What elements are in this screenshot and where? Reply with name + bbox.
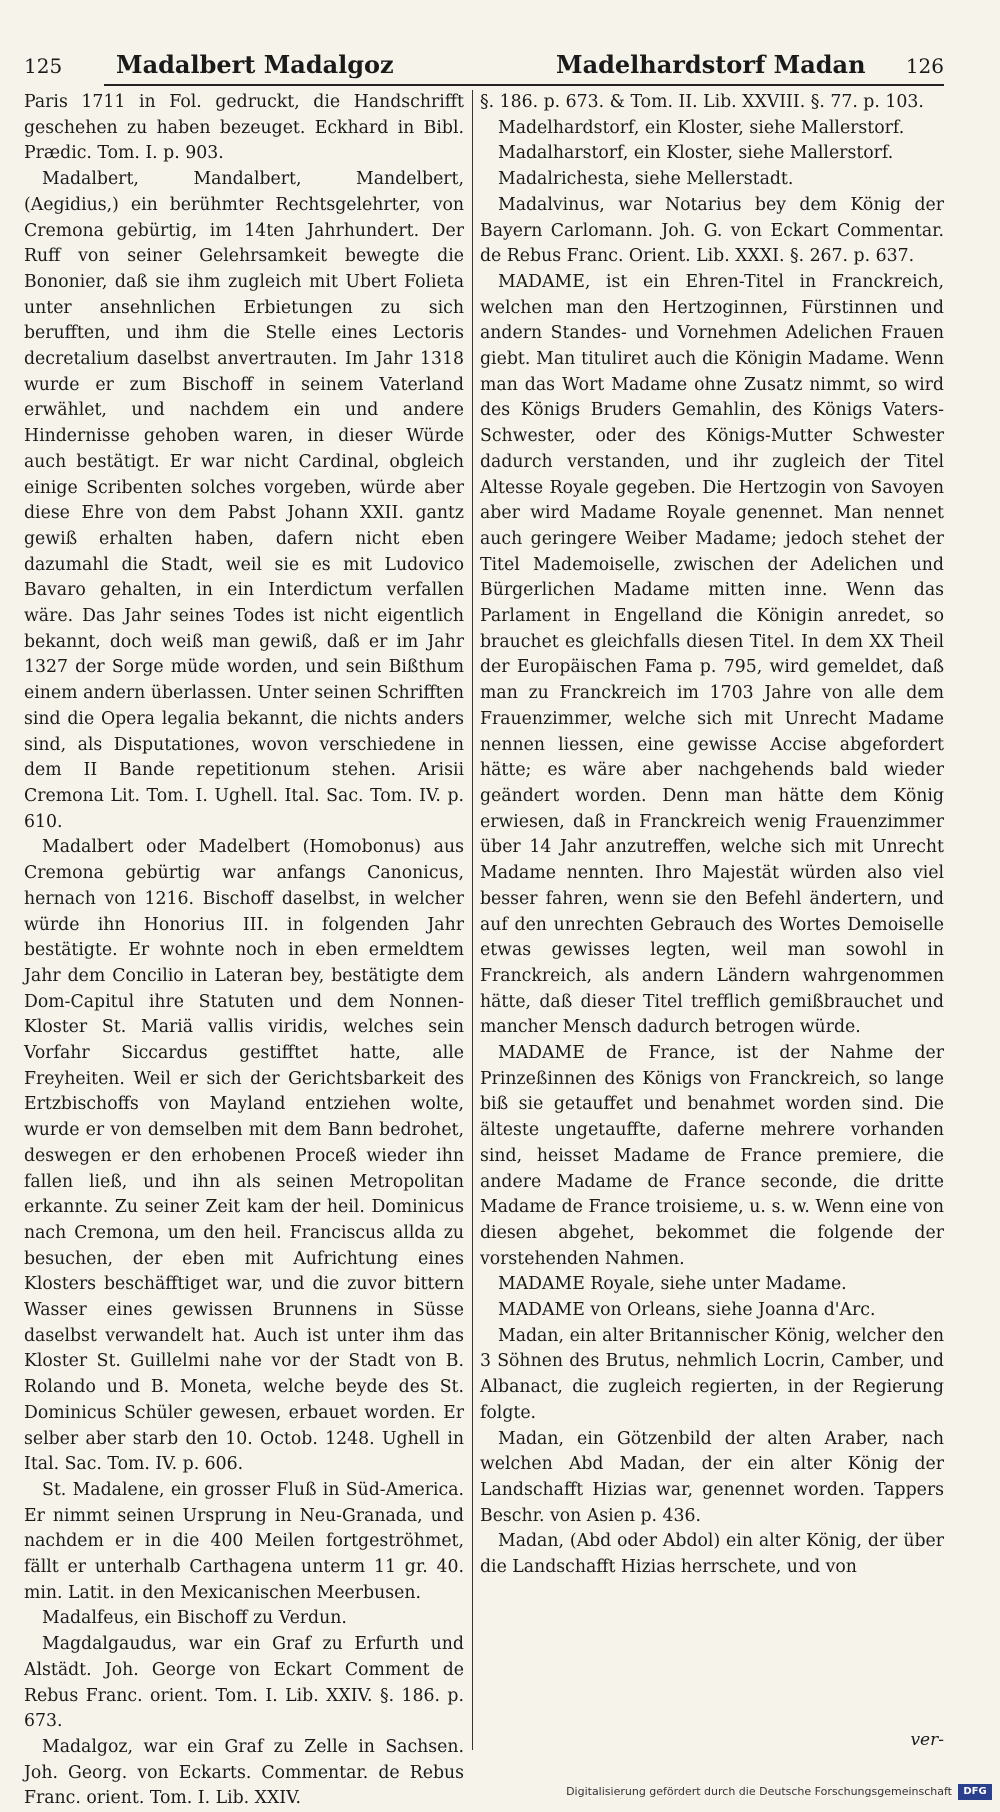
- entry-madame-royale: MADAME Royale, siehe unter Madame.: [498, 1274, 847, 1295]
- entry-madan-koenig: Madan, ein alter Britannischer König, welcher den 3 Söhnen des Brutus, nehmlich Locrin, Camber, und Albanact, die zugleich regierten, in der Regierung folgte.: [480, 1325, 944, 1423]
- page-header: [24, 44, 944, 84]
- entry-madalvinus: Madalvinus, war Notarius bey dem König der Bayern Carlomann. Joh. G. von Eckart Commentar. de Rebus Franc. Orient. Lib. XXXI. §. 267. p. 637.: [480, 194, 944, 267]
- running-head-left: Madalbert Madalgoz: [116, 50, 394, 79]
- entry-madan-goetzenbild: Madan, ein Götzenbild der alten Araber, nach welchen Abd Madan, der ein alter König der Landschafft Hizias war, genennet worden. Tappers Beschr. von Asien p. 436.: [480, 1428, 944, 1526]
- entry-st-madalene: St. Madalene, ein grosser Fluß in Süd-America. Er nimmt seinen Ursprung in Neu-Granada, und nachdem er in die 400 Meilen fortgeströhmet, fällt er unterhalb Carthagena unterm 11 gr. 40. min. Latit. in den Mexicanischen Meerbusen.: [24, 1479, 464, 1603]
- entry-madan-abd: Madan, (Abd oder Abdol) ein alter König, der über die Landschafft Hizias herrschete, und von: [480, 1531, 944, 1578]
- catchword: ver-: [910, 1730, 944, 1750]
- funding-credit: Digitalisierung gefördert durch die Deutsche Forschungsgemeinschaft: [566, 1785, 952, 1798]
- running-head-right: Madelhardstorf Madan: [556, 50, 866, 79]
- paragraph: §. 186. p. 673. & Tom. II. Lib. XXVIII. §. 77. p. 103.: [480, 92, 924, 112]
- entry-madelhardstorf: Madelhardstorf, ein Kloster, siehe Mallerstorf.: [498, 117, 905, 138]
- entry-magdalgaudus: Magdalgaudus, war ein Graf zu Erfurth und Alstädt. Joh. George von Eckart Comment de Rebus Franc. orient. Tom. I. Lib. XXIV. §. 186. p. 673.: [24, 1634, 464, 1732]
- entry-madalharstorf: Madalharstorf, ein Kloster, siehe Mallerstorf.: [498, 143, 894, 164]
- entry-madalgoz: Madalgoz, war ein Graf zu Zelle in Sachsen. Joh. Georg. von Eckarts. Commentar. de Rebus Franc. orient. Tom. I. Lib. XXIV.: [24, 1737, 464, 1809]
- entry-madalfeus: Madalfeus, ein Bischoff zu Verdun.: [42, 1608, 347, 1629]
- entry-madalbert-homobonus: Madalbert oder Madelbert (Homobonus) aus Cremona gebürtig war anfangs Canonicus, hernach von 1216. Bischoff daselbst, in welcher würde ihn Honorius III. in folgenden Jahr bestätigte. Er wohnte noch in eben ermeldtem Jahr dem Concilio in Lateran bey, bestätigte dem Dom-Capitul ihre Statuten und dem Nonnen-Kloster St. Mariä vallis viridis, welches sein Vorfahr Siccardus gestifftet hatte, alle Freyheiten. Weil er sich der Gerichtsbarkeit des Ertzbischoffs von Mayland entziehen wolte, wurde er von demselben mit dem Bann bedrohet, deswegen er den erhobenen Proceß wieder ihn fallen ließ, und ihn als seinen Metropolitan erkannte. Zu seiner Zeit kam der heil. Dominicus nach Cremona, um den heil. Franciscus allda zu besuchen, der eben mit Aufrichtung eines Klosters beschäfftiget war, und die zuvor bittern Wasser eines gewissen Brunnens in Süsse daselbst verwandelt hat. Auch ist unter ihm das Kloster St. Guillelmi nahe vor der Stadt von B. Rolando und B. Moneta, welche beyde des St. Dominicus Schüler gewesen, erbauet worden. Er selber aber starb den 10. Octob. 1248. Ughell in Ital. Sac. Tom. IV. p. 606.: [24, 837, 464, 1475]
- entry-madame-von-orleans: MADAME von Orleans, siehe Joanna d'Arc.: [498, 1300, 876, 1321]
- entry-madame: MADAME, ist ein Ehren-Titel in Franckreich, welchen man den Hertzoginnen, Fürstinnen und andern Standes- und Vornehmen Adelichen Frauen giebt. Man tituliret auch die Königin Madame. Wenn man das Wort Madame ohne Zusatz nimmt, so wird des Königs Bruders Gemahlin, des Königs Vaters-Schwester, oder des Königs-Mutter Schwester dadurch verstanden, und ihr zugleich der Titel Altesse Royale gegeben. Die Hertzogin von Savoyen aber wird Madame Royale genennet. Man nennet auch geringere Weiber Madame; jedoch stehet der Titel Mademoiselle, zwischen der Adelichen und Bürgerlichen Madame mitten inne. Wenn das Parlament in Engelland die Königin anredet, so brauchet es gleichfalls diesen Titel. In dem XX Theil der Europäischen Fama p. 795, wird gemeldet, daß man zu Franckreich im 1703 Jahre von alle dem Frauenzimmer, welche sich mit Unrecht Madame nennen liessen, eine gewisse Accise abgefordert hätte; es wäre aber nachgehends bald wieder geändert worden. Denn man hätte dem König erwiesen, daß in Franckreich wenig Frauenzimmer über 14 Jahr anzutreffen, welche sich mit Unrecht Madame nennten. Ihro Majestät würden also viel besser fahren, wenn sie den Befehl ändertern, und auf den unrechten Gebrauch des Wortes Demoiselle etwas gewisses legten, weil man sowohl in Franckreich, als andern Ländern wahrgenommen hätte, daß dieser Titel trefflich gemißbrauchet und mancher Mensch dadurch betrogen würde.: [480, 271, 944, 1038]
- right-column: [480, 90, 944, 1581]
- left-column: [24, 90, 464, 1812]
- digitization-footer: [0, 1782, 1000, 1805]
- entry-madalbert-aegidius: Madalbert, Mandalbert, Mandelbert, (Aegidius,) ein berühmter Rechtsgelehrter, von Cremona gebürtig, im 14ten Jahrhundert. Der Ruff von seiner Gelehrsamkeit bewegte die Bononier, daß sie ihm zugleich mit Ubert Folieta unter ansehnlichen Erbietungen zu sich berufften, und ihm die Stelle eines Lectoris decretalium daselbst anvertrauten. Im Jahr 1318 wurde er zum Bischoff in seinem Vaterland erwählet, und nachdem ein und andere Hindernisse gehoben waren, in dieser Würde auch bestätigt. Er war nicht Cardinal, obgleich einige Scribenten solches vorgeben, würde aber diese Ehre von dem Pabst Johann XXII. gantz gewiß erhalten haben, dafern nicht eben dazumahl die Stadt, weil sie es mit Ludovico Bavaro gehalten, in ein Interdictum verfallen wäre. Das Jahr seines Todes ist nicht eigentlich bekannt, doch weiß man gewiß, daß er im Jahr 1327 der Sorge müde worden, und sein Bißthum einem andern überlassen. Unter seinen Schrifften sind die Opera legalia bekannt, die nichts anders sind, als Disputationes, wovon verschiedene in dem II Bande repetitionum stehen. Arisii Cremona Lit. Tom. I. Ughell. Ital. Sac. Tom. IV. p. 610.: [24, 169, 464, 832]
- page-number-right: 126: [905, 54, 944, 78]
- header-rule: [104, 84, 944, 86]
- dfg-logo-icon: DFG: [958, 1784, 992, 1800]
- column-divider: [472, 90, 473, 1750]
- entry-madalrichesta: Madalrichesta, siehe Mellerstadt.: [498, 169, 794, 190]
- page-number-left: 125: [24, 54, 63, 78]
- entry-madame-de-france: MADAME de France, ist der Nahme der Prinzeßinnen des Königs von Franckreich, so lange biß sie getauffet und benahmet worden sind. Die älteste ungetauffte, daferne mehrere vorhanden sind, heisset Madame de France premiere, die andere Madame de France seconde, die dritte Madame de France troisieme, u. s. w. Wenn eine von diesen abgehet, bekommet die folgende der vorstehenden Nahmen.: [480, 1043, 944, 1269]
- paragraph: Paris 1711 in Fol. gedruckt, die Handschrifft geschehen zu haben bezeuget. Eckhard in Bibl. Prædic. Tom. I. p. 903.: [24, 92, 464, 164]
